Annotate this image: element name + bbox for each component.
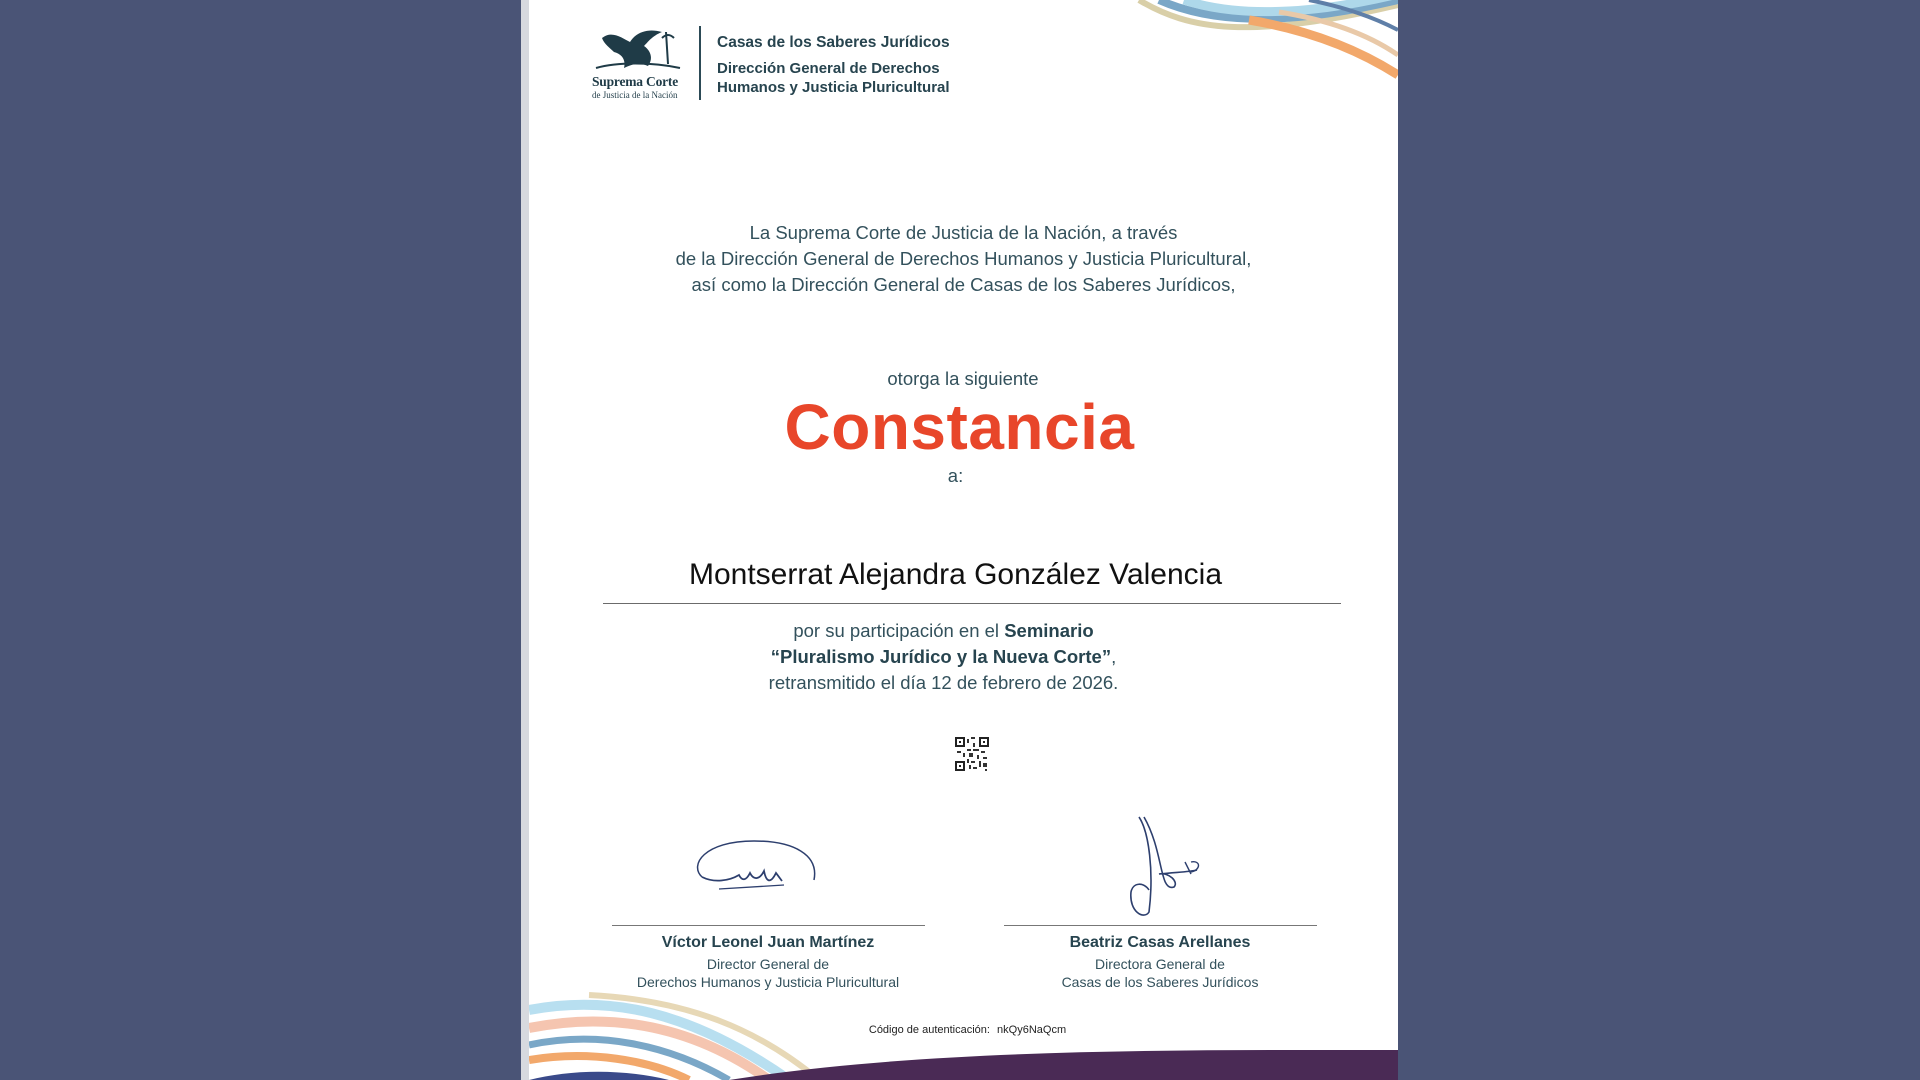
- event-type: Seminario: [1004, 620, 1094, 641]
- institution-line-2: Dirección General de Derechos: [717, 60, 940, 77]
- signer-2: [980, 934, 1340, 991]
- signer-1: [588, 934, 948, 991]
- certificate-page: [529, 0, 1398, 1080]
- signer-2-position-line-2: Casas de los Saberes Jurídicos: [1061, 974, 1259, 990]
- signature-victor: [684, 835, 824, 900]
- top-right-wave-decoration: [1129, 0, 1398, 80]
- participation-description: [529, 618, 1378, 696]
- qr-code[interactable]: [955, 737, 989, 771]
- certificate-title: Constancia: [784, 391, 1135, 463]
- institution-names: [717, 33, 950, 97]
- intro-paragraph: [529, 220, 1398, 298]
- recipient-name: Montserrat Alejandra González Valencia: [688, 558, 1223, 591]
- intro-line-3: así como la Dirección General de Casas de los Saberes Jurídicos,: [691, 274, 1236, 295]
- authentication-code: [531, 1024, 1398, 1036]
- scjn-logo: [592, 24, 684, 104]
- grants-text: otorga la siguiente: [887, 368, 1039, 389]
- logo-text-primary: Suprema Corte: [592, 74, 679, 89]
- signer-2-name: Beatriz Casas Arellanes: [1069, 934, 1251, 951]
- signature-beatriz: [1119, 812, 1219, 922]
- authentication-label: Código de autenticación:: [868, 1024, 990, 1036]
- recipient-underline: [603, 603, 1341, 604]
- institution-header: [592, 24, 1012, 104]
- signer-1-name: Víctor Leonel Juan Martínez: [661, 934, 875, 951]
- header-divider: [699, 26, 701, 100]
- authentication-value: nkQy6NaQcm: [997, 1024, 1067, 1036]
- institution-line-3: Humanos y Justicia Pluricultural: [717, 79, 950, 96]
- signature-line-1: [612, 925, 925, 926]
- event-name-comma: ,: [1111, 646, 1117, 667]
- page-edge-shadow: [521, 0, 529, 1080]
- intro-line-1: La Suprema Corte de Justicia de la Nación, a través: [749, 222, 1178, 243]
- intro-line-2: de la Dirección General de Derechos Humanos y Justicia Pluricultural,: [675, 248, 1252, 269]
- to-text: a:: [947, 465, 964, 486]
- signer-1-position-line-1: Director General de: [706, 956, 830, 972]
- event-name: “Pluralismo Jurídico y la Nueva Corte”: [770, 646, 1112, 667]
- institution-line-1: Casas de los Saberes Jurídicos: [717, 34, 950, 51]
- logo-text-secondary: de Justicia de la Nación: [592, 90, 678, 100]
- signer-2-position-line-1: Directora General de: [1095, 956, 1225, 972]
- signature-line-2: [1004, 925, 1317, 926]
- description-prefix: por su participación en el: [793, 620, 1000, 641]
- event-date: retransmitido el día 12 de febrero de 2026.: [768, 672, 1119, 693]
- signer-1-position-line-2: Derechos Humanos y Justicia Pluricultural: [636, 974, 900, 990]
- eagle-emblem-icon: [592, 24, 684, 74]
